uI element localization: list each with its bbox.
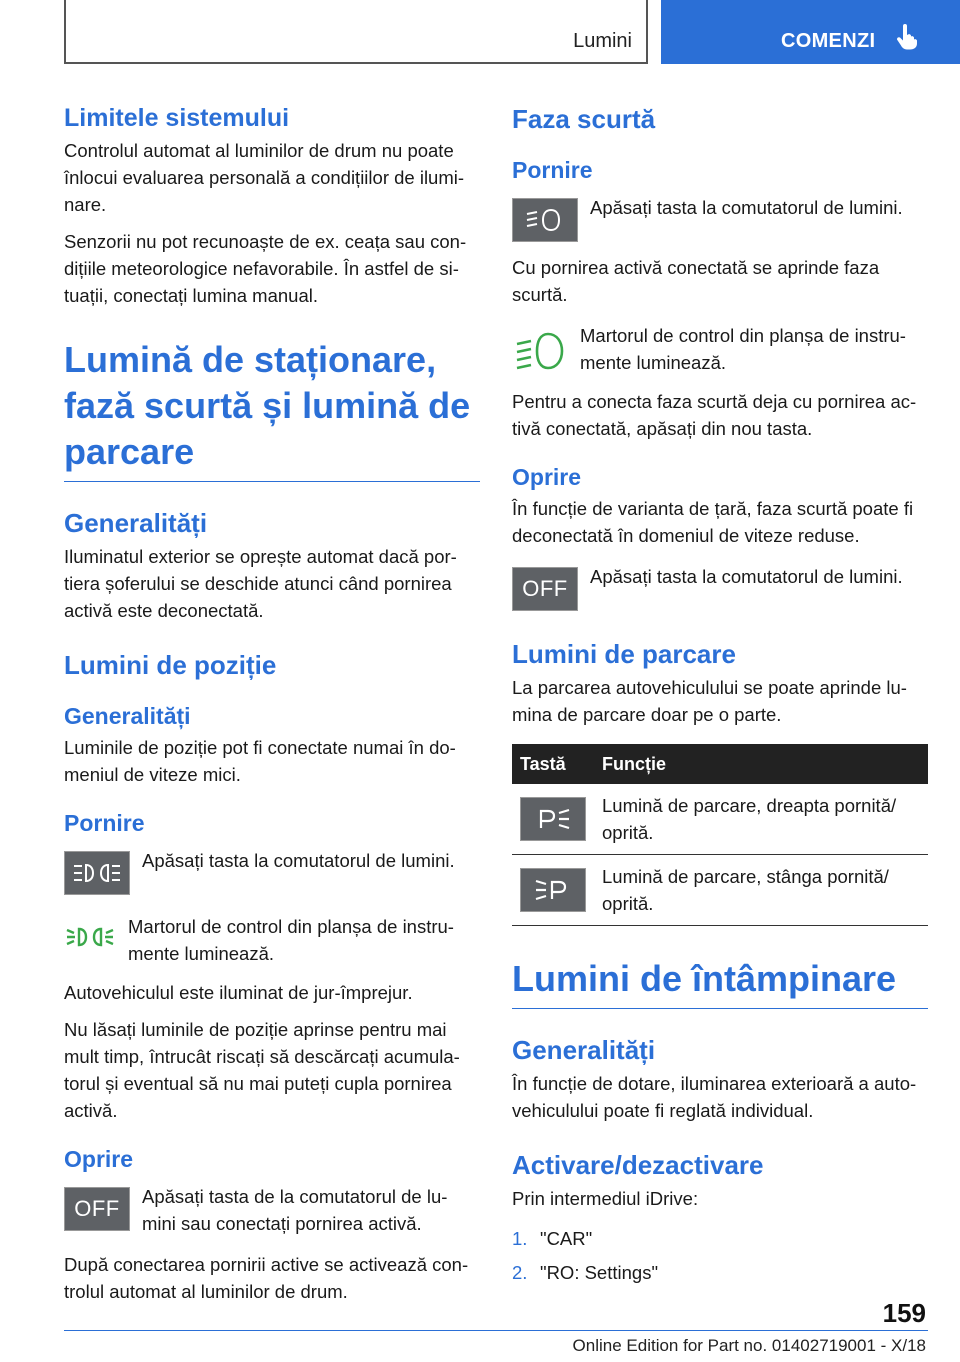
table-row — [512, 855, 928, 926]
header-chapter-label: COMENZI — [781, 30, 876, 52]
footer-divider — [64, 1330, 928, 1331]
subsection-title-switch-on: Pornire — [64, 810, 145, 836]
table-cell-function: Lumină de parcare, dreapta pornită/ oprită. — [594, 784, 928, 855]
header-section-label: Lumini — [573, 30, 632, 52]
parking-light-left-icon — [520, 868, 586, 912]
table-header-row — [512, 744, 928, 784]
table-cell-function: Lumină de parcare, stânga pornită/ oprită. — [594, 855, 928, 926]
paragraph: Pentru a conecta faza scurtă deja cu pornirea ac-tivă conectată, apăsați din nou tasta. — [512, 391, 917, 439]
low-beam-button-icon — [512, 198, 578, 242]
table-row — [512, 784, 928, 855]
paragraph: Nu lăsați luminile de poziție aprinse pentru mai mult timp, întrucât riscați să descărcați acumula-torul și eventual să nu mai puteți cupla pornirea activă. — [64, 1019, 460, 1121]
section-title-parking-lights: Lumini de parcare — [512, 639, 736, 669]
parking-light-right-icon — [520, 797, 586, 841]
paragraph: După conectarea pornirii active se activează con-trolul automat al luminilor de drum. — [64, 1254, 469, 1302]
header-section-tab — [64, 0, 648, 64]
paragraph: În funcție de dotare, iluminarea exterioară a auto-vehiculului poate fi reglată individual. — [512, 1073, 917, 1121]
paragraph: Luminile de poziție pot fi conectate numai în do-meniul de viteze mici. — [64, 737, 456, 785]
paragraph: Prin intermediul iDrive: — [512, 1188, 699, 1209]
step-text: "CAR" — [540, 1228, 593, 1249]
instruction-row — [512, 563, 928, 611]
section-title-general: Generalități — [64, 508, 208, 538]
steps-list — [512, 1222, 928, 1290]
paragraph: Senzorii nu pot recunoaște de ex. ceața sau con-dițiile meteorologice nefavorabile. În astfel de si-tuații, conectați lumina manual. — [64, 231, 467, 306]
table-cell-key — [512, 784, 594, 855]
footer-edition: Online Edition for Part no. 01402719001 - X/18 — [572, 1336, 926, 1355]
paragraph: La parcarea autovehiculului se poate aprinde lu-mina de parcare doar pe o parte. — [512, 677, 907, 725]
step-number: 2. — [512, 1262, 528, 1283]
step-text: "RO: Settings" — [540, 1262, 659, 1283]
low-beam-indicator-icon — [512, 326, 568, 376]
paragraph: Controlul automat al luminilor de drum nu poate înlocui evaluarea personală a condițiilor de ilumi-nare. — [64, 140, 465, 215]
chapter-title-lights: Lumină de staționare, fază scurtă și lumină de parcare — [64, 337, 480, 482]
position-light-indicator-icon — [64, 917, 116, 957]
instruction-row — [64, 847, 480, 895]
left-column — [64, 100, 480, 1305]
section-title-low-beam: Faza scurtă — [512, 104, 656, 134]
section-title-activation: Activare/dezactivare — [512, 1150, 764, 1180]
step-number: 1. — [512, 1228, 528, 1249]
paragraph: Cu pornirea activă conectată se aprinde faza scurtă. — [512, 257, 880, 305]
page-number: 159 — [882, 1298, 926, 1328]
section-title-system-limits: Limitele sistemului — [64, 104, 290, 132]
paragraph: Martorul de control din planșa de instru-mente luminează. — [580, 325, 906, 373]
hand-pointer-icon — [896, 24, 918, 50]
section-title-general: Generalități — [512, 1035, 656, 1065]
instruction-row — [512, 322, 928, 376]
right-column — [512, 100, 928, 1290]
paragraph: Apăsați tasta la comutatorul de lumini. — [590, 197, 903, 218]
subsection-title-switch-off: Oprire — [512, 464, 582, 490]
table-header-key: Tastă — [512, 744, 594, 784]
paragraph: Martorul de control din planșa de instru-mente luminează. — [128, 916, 454, 964]
subsection-title-switch-off: Oprire — [64, 1146, 134, 1172]
list-item — [512, 1222, 928, 1256]
subsection-title-switch-on: Pornire — [512, 157, 593, 183]
section-title-position-lights: Lumini de poziție — [64, 650, 277, 680]
paragraph: Apăsați tasta la comutatorul de lumini. — [590, 566, 903, 587]
paragraph: Apăsați tasta de la comutatorul de lu-mini sau conectați pornirea activă. — [142, 1186, 448, 1234]
paragraph: Autovehiculul este iluminat de jur-împrejur. — [64, 982, 413, 1003]
paragraph: Apăsați tasta la comutatorul de lumini. — [142, 850, 455, 871]
off-button-icon: OFF — [512, 567, 578, 611]
list-item — [512, 1256, 928, 1290]
instruction-row — [512, 194, 928, 242]
parking-lights-table — [512, 744, 928, 926]
chapter-title-welcome-lights: Lumini de întâmpinare — [512, 956, 928, 1009]
instruction-row — [64, 1183, 480, 1237]
instruction-row — [64, 913, 480, 967]
position-light-button-icon — [64, 851, 130, 895]
table-cell-key — [512, 855, 594, 926]
paragraph: În funcție de varianta de țară, faza scurtă poate fi deconectată în domeniul de viteze reduse. — [512, 498, 914, 546]
paragraph: Iluminatul exterior se oprește automat dacă por-tiera șoferului se deschide atunci când pornirea activă este deconectată. — [64, 546, 457, 621]
header-chapter-tab — [661, 0, 960, 64]
subsection-title-general: Generalități — [64, 703, 191, 729]
table-header-function: Funcție — [594, 744, 928, 784]
off-button-icon: OFF — [64, 1187, 130, 1231]
